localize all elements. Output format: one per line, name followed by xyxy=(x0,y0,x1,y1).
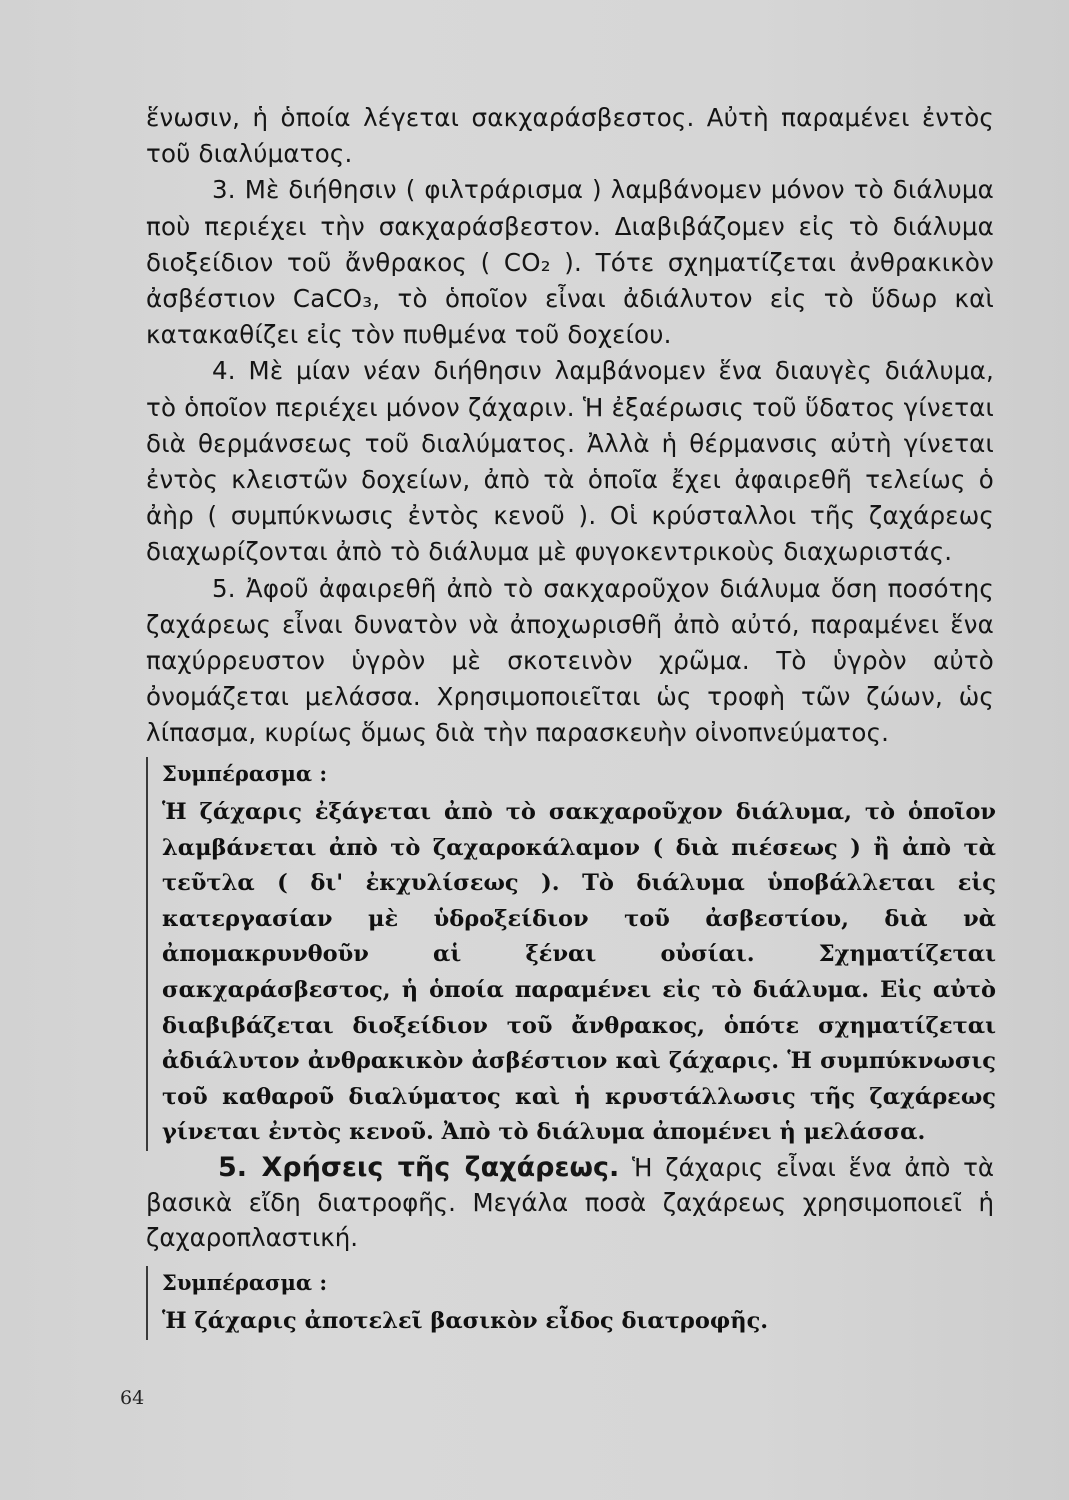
paragraph-continuation: ἕνωσιν, ἡ ὁποία λέγεται σακχαράσβεστος. Αὐτὴ παραμένει ἐντὸς τοῦ διαλύματος. xyxy=(146,103,994,169)
conclusion-text-1: Ἡ ζάχαρις ἐξάγεται ἀπὸ τὸ σακχαροῦχον διάλυμα, τὸ ὁποῖον λαμβάνεται ἀπὸ τὸ ζαχαροκάλαμον ( διὰ πιέσεως ) ἢ ἀπὸ τὰ τεῦτλα ( δι' ἐκχυλίσεως ). Τὸ διάλυμα ὑποβάλλεται εἰς κατεργασίαν μὲ ὑδροξείδιον τοῦ ἀσβεστίου, διὰ νὰ ἀπομακρυνθοῦν αἱ ξέναι οὐσίαι. Σχηματίζεται σακχαράσβεστος, ἡ ὁποία παραμένει εἰς τὸ διάλυμα. Εἰς αὐτὸ διαβιβάζεται διοξείδιον τοῦ ἄνθρακος, ὁπότε σχηματίζεται ἀδιάλυτον ἀνθρακικὸν ἀσβέστιον καὶ ζάχαρις. Ἡ συμπύκνωσις τοῦ καθαροῦ διαλύματος καὶ ἡ κρυστάλλωσις τῆς ζαχάρεως γίνεται ἐντὸς κενοῦ. Ἀπὸ τὸ διάλυμα ἀπομένει ἡ μελάσσα. xyxy=(162,799,996,1146)
section-5 xyxy=(146,1150,994,1255)
conclusion-box-2 xyxy=(146,1266,996,1340)
paragraph-step-3: 3. Μὲ διήθησιν ( φιλτράρισμα ) λαμβάνομεν μόνον τὸ διάλυμα ποὺ περιέχει τὴν σακχαράσβεστον. Διαβιβάζομεν εἰς τὸ διάλυμα διοξείδιον τοῦ ἄνθρακος ( CO₂ ). Τότε σχηματίζεται ἀνθρακικὸν ἀσβέστιον CaCO₃, τὸ ὁποῖον εἶναι ἀδιάλυτον εἰς τὸ ὕδωρ καὶ κατακαθίζει εἰς τὸν πυθμένα τοῦ δοχείου. xyxy=(146,175,994,350)
section-5-heading: 5. Χρήσεις τῆς ζαχάρεως. xyxy=(218,1152,620,1183)
section-5-paragraph xyxy=(146,1150,994,1255)
body-text xyxy=(146,100,994,752)
conclusion-title-2: Συμπέρασμα : xyxy=(162,1270,328,1295)
paragraph-step-5: 5. Ἀφοῦ ἀφαιρεθῆ ἀπὸ τὸ σακχαροῦχον διάλυμα ὅση ποσότης ζαχάρεως εἶναι δυνατὸν νὰ ἀποχωρισθῆ ἀπὸ αὐτό, παραμένει ἕνα παχύρρευστον ὑγρὸν μὲ σκοτεινὸν χρῶμα. Τὸ ὑγρὸν αὐτὸ ὀνομάζεται μελάσσα. Χρησιμοποιεῖται ὡς τροφὴ τῶν ζώων, ὡς λίπασμα, κυρίως ὅμως διὰ τὴν παρασκευὴν οἰνοπνεύματος. xyxy=(146,573,994,748)
conclusion-box-1 xyxy=(146,757,996,1151)
conclusion-text-2: Ἡ ζάχαρις ἀποτελεῖ βασικὸν εἶδος διατροφῆς. xyxy=(162,1308,769,1334)
paragraph-step-4: 4. Μὲ μίαν νέαν διήθησιν λαμβάνομεν ἕνα διαυγὲς διάλυμα, τὸ ὁποῖον περιέχει μόνον ζάχαριν. Ἡ ἐξαέρωσις τοῦ ὕδατος γίνεται διὰ θερμάνσεως τοῦ διαλύματος. Ἀλλὰ ἡ θέρμανσις αὐτὴ γίνεται ἐντὸς κλειστῶν δοχείων, ἀπὸ τὰ ὁποῖα ἔχει ἀφαιρεθῆ τελείως ὁ ἀὴρ ( συμπύκνωσις ἐντὸς κενοῦ ). Οἱ κρύσταλλοι τῆς ζαχάρεως διαχωρίζονται ἀπὸ τὸ διάλυμα μὲ φυγοκεντρικοὺς διαχωριστάς. xyxy=(146,356,994,567)
section-5-text: Ἡ ζάχαρις εἶναι ἕνα ἀπὸ τὰ βασικὰ εἴδη διατροφῆς. Μεγάλα ποσὰ ζαχάρεως χρησιμοποιεῖ ἡ ζαχαροπλαστική. xyxy=(146,1153,994,1252)
page-number: 64 xyxy=(120,1387,145,1409)
conclusion-title-1: Συμπέρασμα : xyxy=(162,761,328,786)
